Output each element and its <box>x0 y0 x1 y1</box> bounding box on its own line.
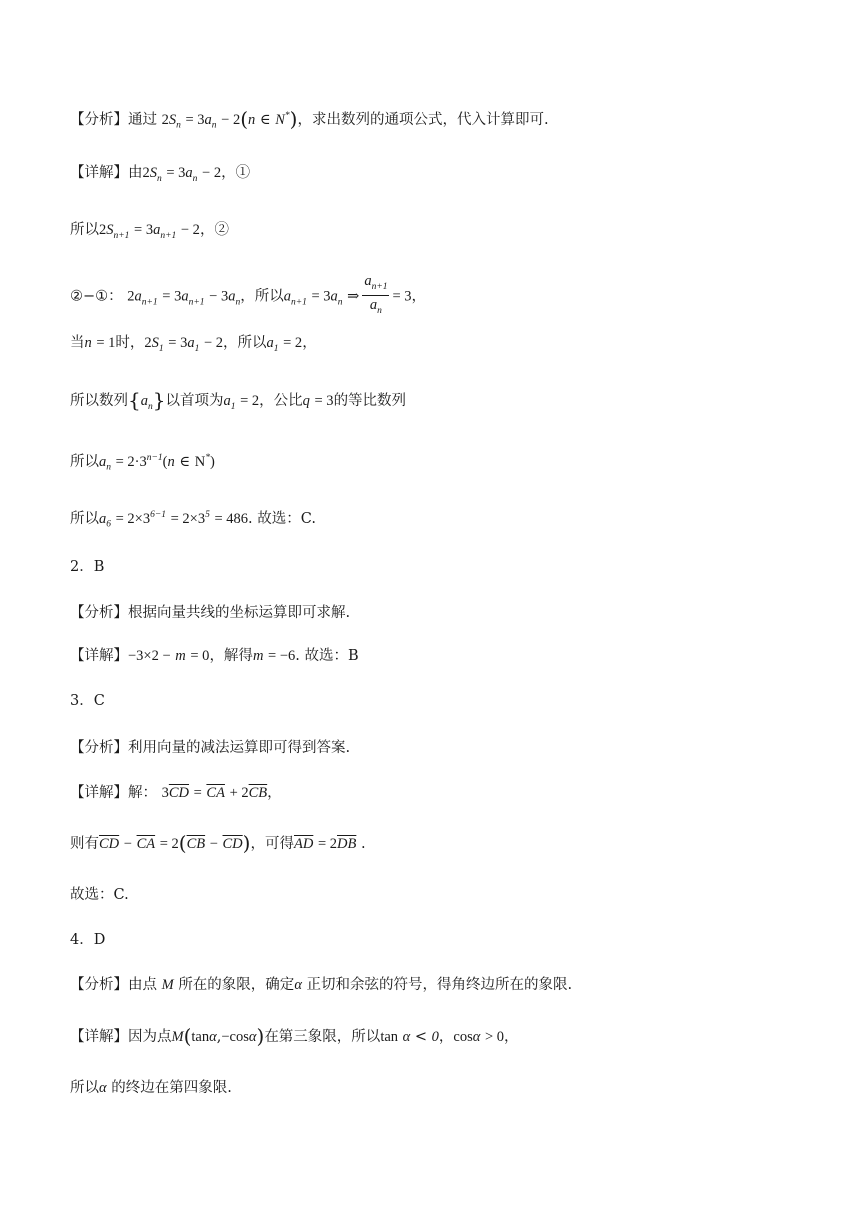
q3-analysis-text: 利用向量的减法运算即可得到答案. <box>128 740 351 756</box>
q3-analysis-line <box>70 737 820 759</box>
q3-step2-mid: ，可得 <box>250 836 294 852</box>
q4-analysis-prefix: 由点 <box>128 977 157 993</box>
q1-step5-mid2: ，公比 <box>259 393 303 409</box>
q1-analysis-suffix: ，求出数列的通项公式，代入计算即可. <box>297 111 549 128</box>
q4-detail-tag: 【详解】 <box>70 1029 128 1045</box>
q4-number: 4．D <box>70 932 106 948</box>
q1-step5-mid1: 以首项为 <box>165 393 224 409</box>
q1-detail-line1: 【详解】由$2S_n = 3a_n - 2$，① <box>70 165 251 184</box>
q2-number: 2．B <box>70 559 105 575</box>
q1-step7-suffix: . 故选：C. <box>248 510 316 527</box>
q4-analysis-tag: 【分析】 <box>70 977 128 993</box>
q2-analysis-text: 根据向量共线的坐标运算即可求解. <box>128 605 351 621</box>
q4-detail-mid1: 在第三象限，所以 <box>264 1029 381 1045</box>
q1-detail-tag: 【详解】 <box>70 165 128 181</box>
q3-detail-tag: 【详解】 <box>70 785 128 801</box>
q2-detail-line: 【详解】−3×2 − m = 0，解得m = −6. 故选：B <box>70 648 359 664</box>
q1-step4-mid2: ，所以 <box>223 335 267 351</box>
q1-analysis-line: 【分析】通过 $2S_n = 3a_n - 2(n$ ∈ N*)，求出数列的通项公式，代入计算即可. <box>70 106 549 131</box>
q1-step2-prefix: 所以 <box>70 222 99 238</box>
q4-conclusion-prefix: 所以 <box>70 1080 99 1096</box>
q1-step4-prefix: 当 <box>70 335 85 351</box>
q1-step6-prefix: 所以 <box>70 453 99 470</box>
q1-detail-line2: 所以$2S_{n+1} = 3a_{n+1} - 2$，② <box>70 222 229 241</box>
q4-detail-line: 【详解】因为点M(tanα,−cosα)在第三象限，所以tan α < 0，cosα > 0， <box>70 1024 519 1048</box>
q2-detail-tag: 【详解】 <box>70 648 128 664</box>
q3-detail-prefix: 解： <box>128 785 157 801</box>
q4-analysis-line: 【分析】由点 M 所在的象限，确定α 正切和余弦的符号，得角终边所在的象限. <box>70 977 573 993</box>
q3-detail-line1: 【详解】解： $3\overline{CD} = \overline{CA} + 2\overline{CB}$， <box>70 785 282 801</box>
q2-detail-suffix: . 故选：B <box>295 648 359 664</box>
q2-analysis-line <box>70 602 820 624</box>
q1-analysis-prefix: 通过 <box>128 111 157 128</box>
q1-step5-suffix: 的等比数列 <box>333 393 407 409</box>
q1-step5-prefix: 所以数列 <box>70 393 128 409</box>
q2-detail-mid: ，解得 <box>209 648 253 664</box>
q3-number: 3．C <box>70 693 105 709</box>
q4-analysis-suffix: 正切和余弦的符号，得角终边所在的象限. <box>306 977 573 993</box>
q4-conclusion-line: 所以α 的终边在第四象限. <box>70 1080 232 1096</box>
q1-detail-line4: 当n = 1时，$2S_1 = 3a_1 - 2$，所以$a_1 = 2$， <box>70 335 317 354</box>
q3-step2-prefix: 则有 <box>70 836 99 852</box>
q1-analysis-tag: 【分析】 <box>70 111 128 128</box>
q1-step3-prefix: ②−①： <box>70 288 123 305</box>
q1-step4-mid1: 时， <box>115 335 145 351</box>
q4-analysis-mid1: 所在的象限，确定 <box>178 977 295 993</box>
q4-conclusion-suffix: 的终边在第四象限. <box>111 1080 232 1096</box>
q4-detail-prefix: 因为点 <box>128 1029 172 1045</box>
q3-detail-line2: 则有$\overline{CD} - \overline{CA} = 2(\overline{CB} - \overline{CD})$，可得$\overline{AD} = 2\overline{DB}$ . <box>70 831 366 855</box>
q1-step7-prefix: 所以 <box>70 510 99 527</box>
q1-detail-line7: 所以$a_6 = 2\times 3^{6-1} = 2\times 3^5 = 486$. 故选：C. <box>70 510 316 530</box>
q1-detail-line5: 所以数列$\{a_n\}$以首项为$a_1 = 2$，公比q = 3的等比数列 <box>70 388 407 412</box>
q4-detail-mid2: ， <box>438 1029 454 1045</box>
q1-ratio-fraction: $\frac{a_{n+1}}{a_n}$ <box>364 273 388 316</box>
q1-detail-prefix: 由 <box>128 165 143 181</box>
q3-answer: 故选：C. <box>70 887 129 903</box>
q3-analysis-tag: 【分析】 <box>70 740 128 756</box>
q2-analysis-tag: 【分析】 <box>70 605 128 621</box>
q1-circle-two: ② <box>214 222 229 238</box>
q1-detail-line6: 所以$a_n = 2\cdot 3^{n-1}(n$ ∈ N*) <box>70 453 215 473</box>
q1-circle-one: ① <box>235 165 251 181</box>
q1-detail-line3: ②−①： $2a_{n+1} = 3a_{n+1} - 3a_n$，所以$a_{n+1} = 3a_n$ ⇒ $\frac{a_{n+1}}{a_n}$ = 3， <box>70 273 820 320</box>
q1-step3-mid: ，所以 <box>240 288 284 305</box>
